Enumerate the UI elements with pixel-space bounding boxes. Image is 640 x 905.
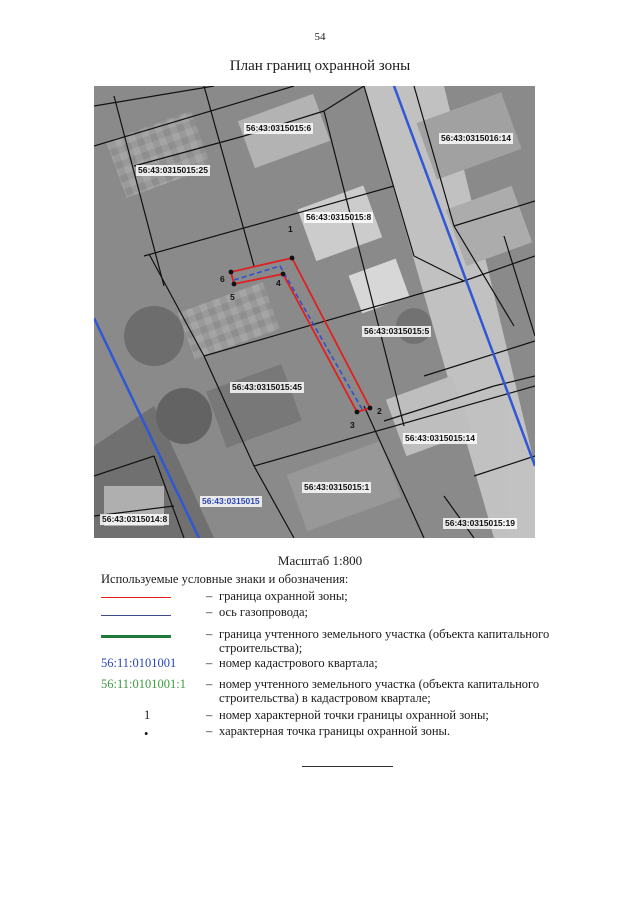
quarter-label: 56:43:0315015 [202,496,260,506]
parcel-label: 56:43:0315015:14 [405,433,475,443]
legend-description: ось газопровода; [219,605,309,619]
legend-dash: – [206,708,213,722]
point-label: 4 [276,278,281,288]
cadastral-map [94,86,535,538]
parcel-label: 56:43:0315015:1 [304,482,370,492]
legend-description: граница учтенного земельного участка (объекта капитального строительства); [219,627,550,655]
legend-description: номер учтенного земельного участка (объекта капитального строительства) в кадастровом квартале; [219,677,540,705]
parcel-label: 56:43:0315015:25 [138,165,208,175]
blue-line-symbol [101,615,171,616]
legend-dash: – [206,677,213,691]
quarter-number-sample: 56:11:0101001 [101,656,177,670]
legend-dash: – [206,605,213,619]
parcel-label: 56:43:0315015:19 [445,518,515,528]
parcel-label: 56:43:0315015:45 [232,382,302,392]
green-line-symbol [101,635,171,638]
map-canvas [94,86,535,538]
point-label: 3 [350,420,355,430]
legend-description: граница охранной зоны; [219,589,348,603]
point-label: 2 [377,406,382,416]
page-title: План границ охранной зоны [229,58,411,74]
point-2-dot [368,406,373,411]
point-dot-sample: • [144,727,149,741]
point-5-dot [232,282,237,287]
parcel-label: 56:43:0315016:14 [441,133,511,143]
legend-dash: – [206,724,213,738]
parcel-label: 56:43:0315015:6 [246,123,312,133]
point-6-dot [229,270,234,275]
legend-heading: Используемые условные знаки и обозначения: [101,572,349,586]
legend-description: характерная точка границы охранной зоны. [219,724,451,738]
legend-dash: – [206,627,213,641]
page-number: 54 [314,31,326,43]
map-scale: Масштаб 1:800 [277,553,363,568]
parcel-label: 56:43:0315015:5 [364,326,430,336]
point-4-dot [281,272,286,277]
parcel-label: 56:43:0315014:8 [102,514,168,524]
point-1-dot [290,256,295,261]
legend-dash: – [206,656,213,670]
legend-description: номер кадастрового квартала; [219,656,378,670]
parcel-label: 56:43:0315015:8 [306,212,372,222]
legend-description: номер характерной точки границы охранной зоны; [219,708,489,722]
footer-rule [302,766,393,767]
parcel-number-sample: 56:11:0101001:1 [101,677,186,691]
red-line-symbol [101,597,171,598]
point-number-sample: 1 [144,708,151,722]
point-label: 5 [230,292,235,302]
legend-dash: – [206,589,213,603]
point-label: 6 [220,274,225,284]
point-label: 1 [288,224,293,234]
point-3-dot [355,410,360,415]
